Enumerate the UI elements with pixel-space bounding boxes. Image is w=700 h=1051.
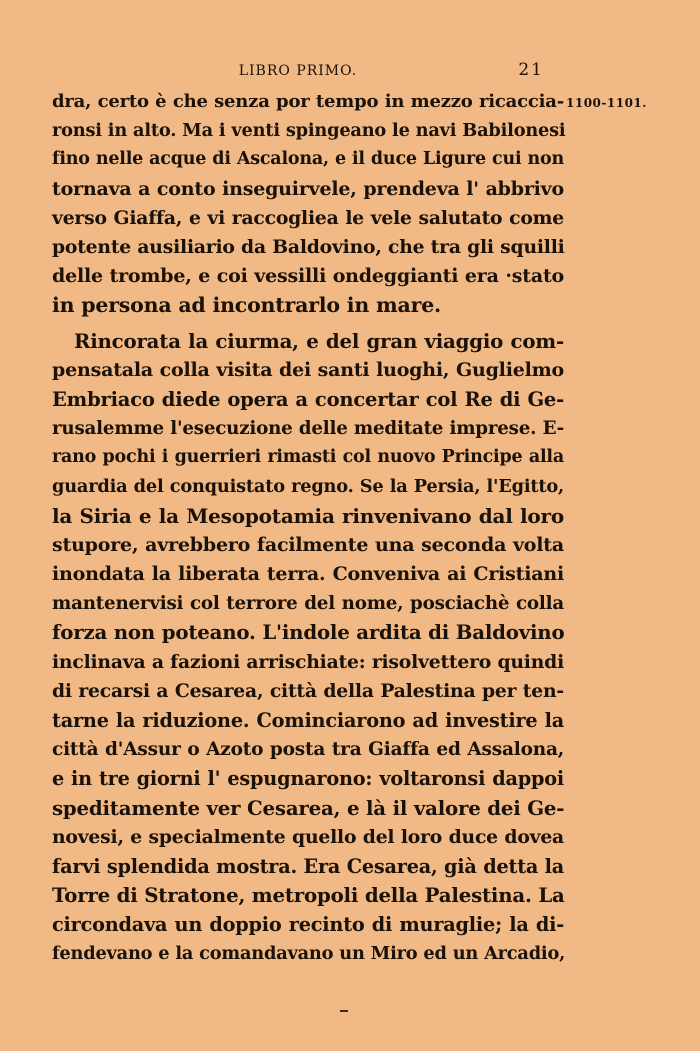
text-line: farvi splendida mostra. Era Cesarea, già detta la: [52, 854, 565, 878]
text-line: e in tre giorni l' espugnarono: voltaronsi dappoi: [52, 767, 564, 791]
text-line: Torre di Stratone, metropoli della Palestina. La: [52, 883, 565, 908]
text-line: mantenervisi col terrore del nome, posciachè colla: [52, 593, 564, 615]
text-line: inclinava a fazioni arrischiate: risolvettero quindi: [52, 650, 564, 673]
text-line: novesi, e specialmente quello del loro duce dovea: [52, 825, 564, 848]
running-head: LIBRO PRIMO.: [238, 63, 358, 79]
text-line: inondata la liberata terra. Conveniva ai Cristiani: [52, 563, 564, 585]
text-line: città d'Assur o Azoto posta tra Giaffa ed Assalona,: [52, 739, 564, 761]
text-line: Rincorata la ciurma, e del gran viaggio com-: [74, 328, 564, 353]
text-line: circondava un doppio recinto di muraglie; la di-: [52, 913, 564, 937]
footer-mark: [340, 1010, 348, 1012]
text-line: delle trombe, e coi vessilli ondeggianti era ·stato: [52, 265, 564, 288]
page-header: [52, 60, 544, 84]
text-line: ronsi in alto. Ma i venti spingeano le navi Babilonesi: [52, 120, 566, 142]
text-line: dra, certo è che senza por tempo in mezzo ricaccia-: [52, 91, 564, 112]
text-line: stupore, avrebbero facilmente una seconda volta: [52, 533, 564, 556]
text-line: tarne la riduzione. Cominciarono ad investire la: [52, 708, 564, 732]
text-line: la Siria e la Mesopotamia rinvenivano dal loro: [52, 503, 564, 528]
margin-date-note: 1100-1101.: [566, 96, 647, 110]
text-line: rusalemme l'esecuzione delle meditate imprese. E-: [52, 418, 564, 440]
text-line: rano pochi i guerrieri rimasti col nuovo Principe alla: [52, 447, 564, 468]
text-line: speditamente ver Cesarea, e là il valore dei Ge-: [52, 795, 565, 820]
text-line: Embriaco diede opera a concertar col Re di Ge-: [52, 387, 564, 411]
text-line: potente ausiliario da Baldovino, che tra gli squilli: [52, 235, 565, 258]
text-line: guardia del conquistato regno. Se la Persia, l'Egitto,: [52, 476, 564, 498]
text-line: fendevano e la comandavano un Miro ed un Arcadio,: [52, 943, 566, 965]
body-text: [52, 87, 564, 969]
page-number: 21: [518, 60, 544, 80]
text-line: in persona ad incontrarlo in mare.: [52, 293, 441, 318]
text-line: verso Giaffa, e vi raccogliea le vele salutato come: [52, 206, 564, 229]
text-line: tornava a conto inseguirvele, prendeva l' abbrivo: [52, 177, 564, 200]
text-line: fino nelle acque di Ascalona, e il duce Ligure cui non: [52, 149, 564, 170]
text-line: di recarsi a Cesarea, città della Palestina per ten-: [52, 679, 564, 702]
text-line: forza non poteano. L'indole ardita di Baldovino: [52, 620, 565, 645]
text-line: pensatala colla visita dei santi luoghi, Guglielmo: [52, 358, 564, 381]
